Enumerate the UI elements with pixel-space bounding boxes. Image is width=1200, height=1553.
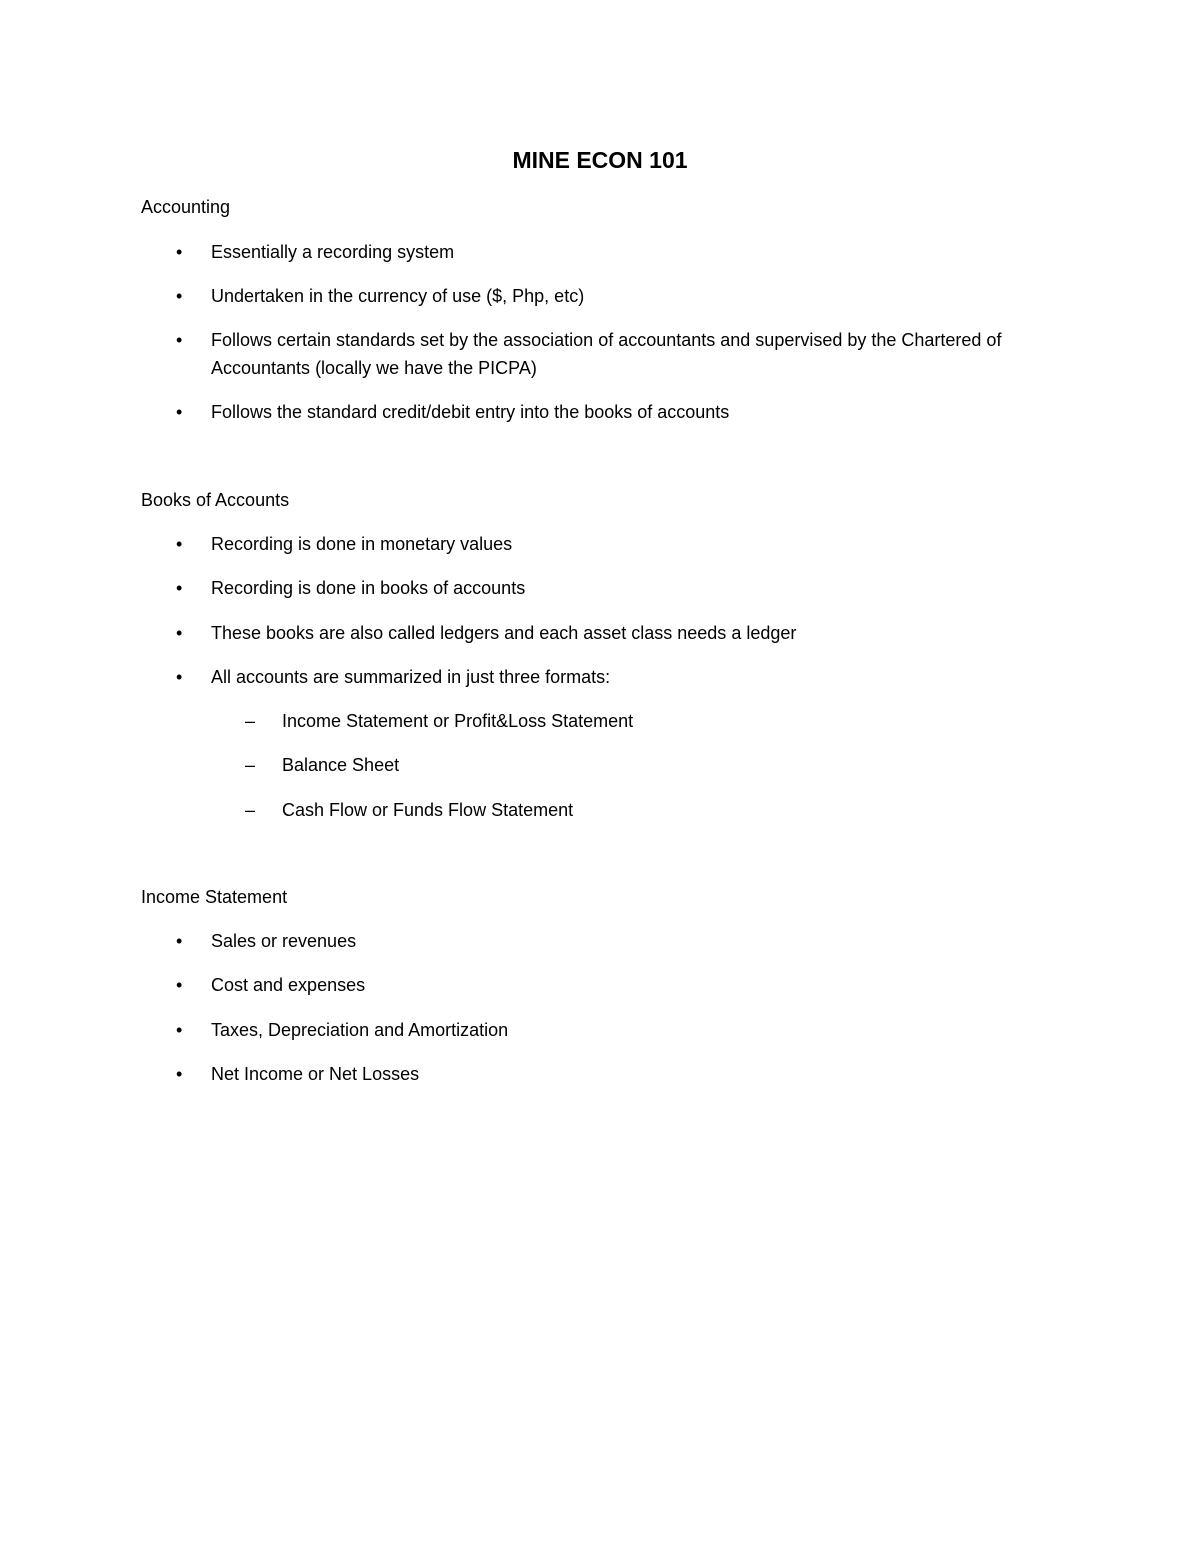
bullet-icon: •: [176, 931, 183, 951]
section-heading-accounting: Accounting: [141, 197, 231, 217]
sub-list-item: [141, 751, 1041, 779]
dash-icon: –: [245, 711, 256, 731]
list-item-text: Net Income or Net Losses: [211, 1064, 420, 1084]
bullet-icon: •: [176, 1064, 183, 1084]
bullet-icon: •: [176, 1020, 183, 1040]
list-item: [141, 971, 1071, 999]
list-item-text: Sales or revenues: [211, 931, 357, 951]
bullet-icon: •: [176, 578, 183, 598]
bullet-icon: •: [176, 402, 183, 422]
sub-list-item: [141, 796, 1041, 824]
list-item-text: Undertaken in the currency of use ($, Php, etc): [211, 286, 585, 306]
page-title: MINE ECON 101: [512, 147, 688, 173]
list-item: [141, 1060, 1071, 1088]
dash-icon: –: [245, 755, 256, 775]
list-item: [141, 663, 1071, 691]
list-item-text: Recording is done in monetary values: [211, 534, 513, 554]
list-item: [141, 1016, 1071, 1044]
list-item-text: Essentially a recording system: [211, 242, 455, 262]
list-item: [141, 398, 1071, 426]
bullet-icon: •: [176, 242, 183, 262]
list-item: [141, 282, 1071, 310]
list-item: [141, 530, 1071, 558]
sub-list-item-text: Cash Flow or Funds Flow Statement: [282, 800, 574, 820]
list-item-text: Follows the standard credit/debit entry into the books of accounts: [211, 402, 730, 422]
list-item: [141, 927, 1071, 955]
list-item-text: These books are also called ledgers and each asset class needs a ledger: [211, 623, 797, 643]
list-item: [141, 619, 1071, 647]
list-item-text: Recording is done in books of accounts: [211, 578, 526, 598]
bullet-icon: •: [176, 534, 183, 554]
list-item-text: All accounts are summarized in just three formats:: [211, 667, 611, 687]
sub-list-item-text: Balance Sheet: [282, 755, 400, 775]
bullet-icon: •: [176, 330, 183, 350]
list-item-text: Cost and expenses: [211, 975, 366, 995]
list-item: [141, 326, 1071, 382]
dash-icon: –: [245, 800, 256, 820]
bullet-icon: •: [176, 667, 183, 687]
bullet-icon: •: [176, 286, 183, 306]
bullet-icon: •: [176, 623, 183, 643]
section-heading-books-of-accounts: Books of Accounts: [141, 490, 290, 510]
sub-list-item: [141, 707, 1041, 735]
list-item-text: Follows certain standards set by the association of accountants and supervised by the Chartered of Accountants (locally we have the PICPA): [211, 330, 1002, 378]
section-heading-income-statement: Income Statement: [141, 887, 288, 907]
sub-list-item-text: Income Statement or Profit&Loss Statement: [282, 711, 634, 731]
list-item-text: Taxes, Depreciation and Amortization: [211, 1020, 509, 1040]
list-item: [141, 238, 1071, 266]
list-item: [141, 574, 1071, 602]
bullet-icon: •: [176, 975, 183, 995]
